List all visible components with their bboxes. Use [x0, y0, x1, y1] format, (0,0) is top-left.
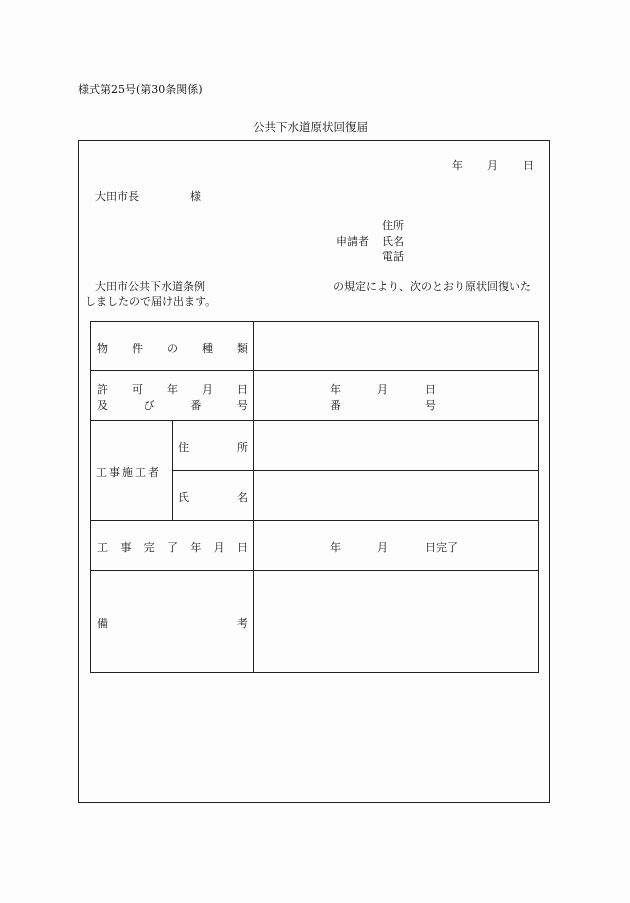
permit-number-field-label: 番: [330, 399, 341, 412]
body-text-line2: しましたので届け出ます。: [85, 295, 217, 308]
property-type-char: 種: [202, 342, 213, 355]
addressee-honorific: 様: [190, 190, 201, 203]
contractor-label: 工事施工者: [96, 466, 161, 479]
contractor-name-char: 名: [237, 491, 248, 504]
date-year-label: 年: [452, 159, 463, 172]
table-row-divider: [90, 370, 539, 371]
permit-number-char: 及: [97, 399, 108, 412]
permit-date-char: 月: [202, 383, 213, 396]
table-row-divider: [90, 570, 539, 571]
property-type-char: 件: [132, 342, 143, 355]
applicant-address-label: 住所: [382, 219, 404, 232]
contractor-name-char: 氏: [178, 491, 189, 504]
form-number: 様式第25号(第30条関係): [78, 83, 203, 96]
permit-number-char: 号: [236, 399, 248, 412]
permit-number-label: [97, 397, 248, 413]
completion-date-char: 月: [213, 541, 225, 554]
date-day-label: 日: [523, 159, 534, 172]
addressee-mayor: 大田市長: [95, 190, 139, 203]
table-row-divider: [172, 470, 539, 471]
permit-month-field: 月: [377, 383, 388, 396]
completion-date-char: 年: [190, 541, 202, 554]
property-type-char: 類: [237, 342, 248, 355]
permit-number-char: 番: [190, 399, 202, 412]
property-type-label: [97, 340, 248, 356]
permit-date-char: 許: [97, 383, 108, 396]
property-type-char: の: [167, 342, 178, 355]
completion-day-field: 日完了: [425, 541, 458, 554]
completion-date-label: [97, 539, 248, 555]
permit-year-field: 年: [330, 383, 341, 396]
contractor-name-label: [178, 489, 248, 505]
completion-month-field: 月: [377, 541, 388, 554]
permit-day-field: 日: [425, 383, 436, 396]
property-type-char: 物: [97, 342, 108, 355]
remarks-label: [97, 615, 248, 631]
completion-year-field: 年: [330, 541, 341, 554]
remarks-char: 考: [237, 617, 248, 630]
completion-date-char: 事: [120, 541, 132, 554]
permit-number-char: び: [143, 399, 155, 412]
contractor-address-char: 住: [178, 441, 189, 454]
remarks-char: 備: [97, 617, 108, 630]
permit-date-char: 可: [132, 383, 143, 396]
date-month-label: 月: [487, 159, 498, 172]
permit-date-char: 日: [237, 383, 248, 396]
contractor-address-label: [178, 439, 248, 455]
completion-date-char: 工: [97, 541, 108, 554]
permit-date-char: 年: [167, 383, 178, 396]
completion-date-char: 日: [236, 541, 248, 554]
form-title: 公共下水道原状回復届: [253, 120, 368, 134]
body-text-line1-left: 大田市公共下水道条例: [95, 280, 205, 293]
applicant-name-label: 氏名: [382, 235, 404, 248]
completion-date-char: 了: [166, 541, 178, 554]
table-row-divider: [90, 520, 539, 521]
table-column-divider: [172, 420, 173, 520]
completion-date-char: 完: [143, 541, 155, 554]
contractor-address-char: 所: [237, 441, 248, 454]
applicant-label: 申請者: [336, 235, 369, 248]
permit-number-field-suffix: 号: [425, 399, 436, 412]
body-text-line1-right: の規定により、次のとおり原状回復いた: [333, 280, 531, 293]
table-column-divider: [253, 321, 254, 673]
applicant-phone-label: 電話: [382, 250, 404, 263]
table-row-divider: [90, 420, 539, 421]
permit-date-label: [97, 381, 248, 397]
